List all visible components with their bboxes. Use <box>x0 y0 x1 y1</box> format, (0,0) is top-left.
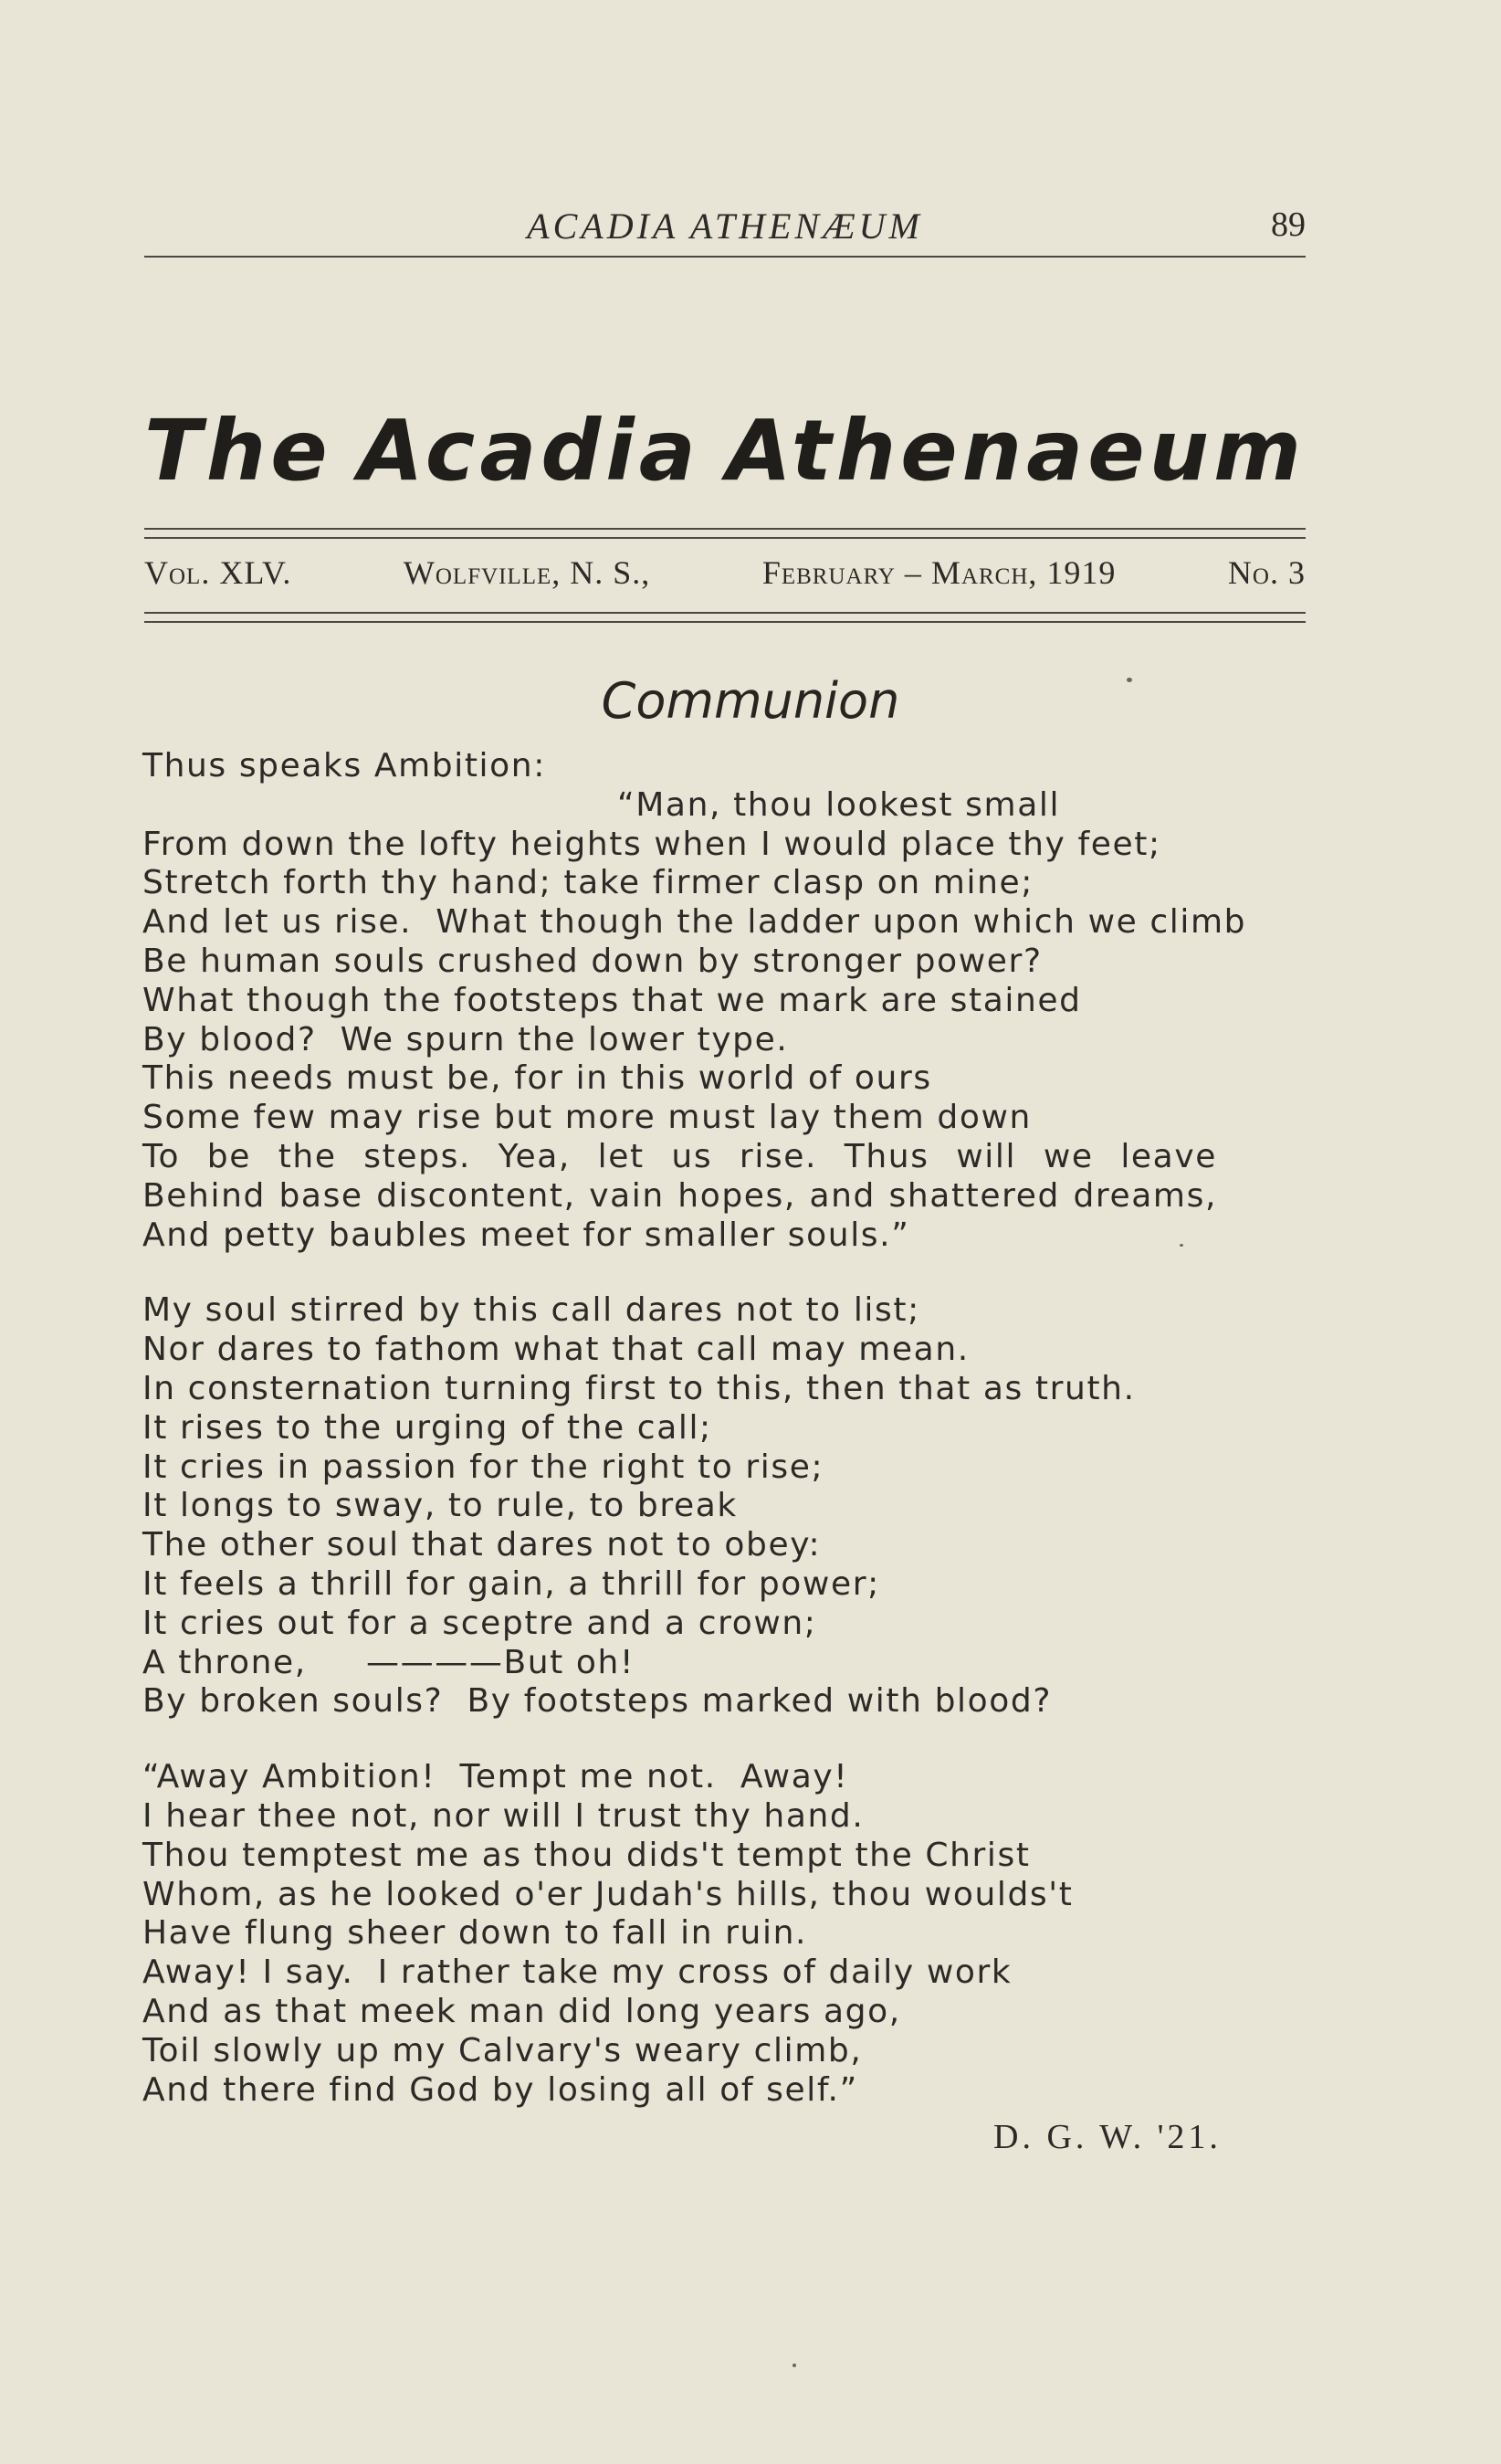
masthead-word: The <box>144 402 332 500</box>
poem-line: And let us rise. What though the ladder upon which we climb <box>142 903 1247 942</box>
poem-line: I hear thee not, nor will I trust thy hand. <box>142 1796 865 1835</box>
stanza-1 <box>142 747 1320 1255</box>
masthead-title <box>144 402 1306 500</box>
poem-line: To be the steps. Yea, let us rise. Thus will we leave <box>142 1137 1217 1175</box>
poem-line: A throne, ————But oh! <box>142 1643 635 1681</box>
author-signature: D. G. W. '21. <box>993 2118 1222 2156</box>
poem-line: Thou temptest me as thou dids't tempt the Christ <box>142 1836 1031 1874</box>
poem-title: Communion <box>601 672 900 730</box>
poem-line: It cries out for a sceptre and a crown; <box>142 1604 817 1642</box>
issue-date: February – March, 1919 <box>761 554 1117 591</box>
poem-line: It longs to sway, to rule, to break <box>142 1487 738 1525</box>
poem-line: By broken souls? By footsteps marked with blood? <box>142 1682 1053 1721</box>
poem-line: Have flung sheer down to fall in ruin. <box>142 1914 808 1953</box>
poem-line: Some few may rise but more must lay them down <box>142 1099 1032 1137</box>
masthead-rule-top <box>144 528 1306 539</box>
poem-line: Behind base discontent, vain hopes, and shattered dreams, <box>142 1176 1217 1215</box>
running-header <box>144 201 1306 258</box>
poem-line: By blood? We spurn the lower type. <box>142 1020 789 1058</box>
paper-speck <box>1127 678 1132 682</box>
poem-line: In consternation turning first to this, then that as truth. <box>142 1369 1136 1407</box>
poem-line: My soul stirred by this call dares not to list; <box>142 1291 920 1330</box>
poem-line: And there find God by losing all of self.” <box>142 2070 858 2109</box>
stanza-break <box>142 1255 1320 1291</box>
issue-number: No. 3 <box>1227 554 1306 591</box>
masthead-rule-bottom <box>144 612 1306 623</box>
poem-line: Whom, as he looked o'er Judah's hills, thou woulds't <box>142 1875 1074 1913</box>
poem-body <box>142 747 1320 2110</box>
volume-line <box>144 553 1306 592</box>
masthead-word: Acadia <box>358 402 700 500</box>
poem-line: From down the lofty heights when I would place thy feet; <box>142 825 1161 863</box>
poem-line: It cries in passion for the right to rise; <box>142 1448 824 1486</box>
poem-line: And as that meek man did long years ago, <box>142 1992 901 2030</box>
poem-line: Away! I say. I rather take my cross of daily work <box>142 1953 1013 1992</box>
poem-line: This needs must be, for in this world of ours <box>142 1059 932 1098</box>
poem-line: “Man, thou lookest small <box>617 785 1061 824</box>
poem-line: It feels a thrill for gain, a thrill for power; <box>142 1564 880 1603</box>
poem-line: Stretch forth thy hand; take firmer clasp on mine; <box>142 864 1034 902</box>
poem-line: Toil slowly up my Calvary's weary climb, <box>142 2031 863 2069</box>
paper-speck <box>792 2364 796 2367</box>
place-label: Wolfville, N. S., <box>403 554 651 591</box>
poem-line: What though the footsteps that we mark are stained <box>142 981 1082 1019</box>
page-number: 89 <box>1271 205 1306 244</box>
masthead-word: Athenaeum <box>726 402 1306 500</box>
running-title: ACADIA ATHENÆUM <box>527 205 923 247</box>
poem-line: It rises to the urging of the call; <box>142 1408 712 1447</box>
volume-label: Vol. XLV. <box>144 554 292 591</box>
paper-speck <box>1180 1244 1183 1247</box>
poem-line: And petty baubles meet for smaller souls.” <box>142 1216 910 1254</box>
poem-line: The other soul that dares not to obey: <box>142 1526 822 1564</box>
stanza-break <box>142 1722 1320 1758</box>
poem-line: Nor dares to fathom what that call may mean. <box>142 1331 970 1369</box>
stanza-2 <box>142 1291 1320 1722</box>
poem-line: Be human souls crushed down by stronger power? <box>142 942 1043 980</box>
stanza-3 <box>142 1758 1320 2110</box>
poem-line: Thus speaks Ambition: <box>142 747 546 784</box>
poem-line: “Away Ambition! Tempt me not. Away! <box>142 1758 849 1796</box>
